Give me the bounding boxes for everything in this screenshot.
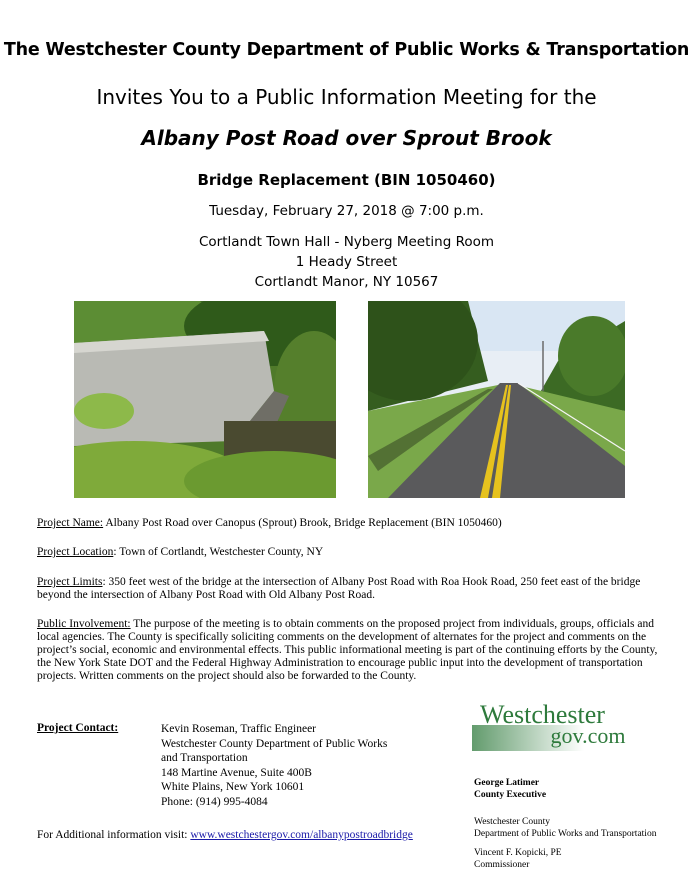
venue-line: 1 Heady Street (295, 254, 398, 270)
contact-address: White Plains, New York 10601 (161, 781, 305, 794)
project-limits (37, 576, 659, 602)
bridge-photo (74, 301, 336, 498)
organization-heading: The Westchester County Department of Public Works & Transportation (3, 40, 690, 60)
commissioner-title: Commissioner (474, 859, 530, 870)
executive-name: George Latimer (474, 778, 540, 788)
project-location-label: Project Location (37, 546, 114, 558)
contact-dept: and Transportation (161, 752, 248, 765)
project-limits-label: Project Limits (37, 576, 103, 588)
project-location (37, 546, 659, 559)
project-subtitle: Bridge Replacement (BIN 1050460) (197, 171, 496, 189)
venue-line: Cortlandt Town Hall - Nyberg Meeting Room (198, 234, 495, 250)
additional-info (37, 829, 413, 841)
signoff-department (474, 817, 656, 840)
public-involvement (37, 618, 659, 683)
additional-info-text: For Additional information visit: (37, 829, 191, 841)
commissioner-name: Vincent F. Kopicki, PE (474, 848, 562, 858)
project-url-link[interactable]: www.westchestergov.com/albanypostroadbridge (190, 829, 413, 841)
contact-phone: Phone: (914) 995-4084 (161, 795, 268, 808)
public-involvement-text: The purpose of the meeting is to obtain comments on the proposed project from individuals, groups, officials and local agencies. The County is specifically soliciting comments on the development of alternates for the project and comments on the project’s social, economic and environmental effects. This public informational meeting is part of the continuing efforts by the County, the New York State DOT and the Federal Highway Administration to encourage public input into the development of transportation projects. Written comments on the project should also be forwarded to the County. (37, 618, 658, 682)
venue-line: Cortlandt Manor, NY 10567 (254, 274, 439, 290)
meeting-datetime: Tuesday, February 27, 2018 @ 7:00 p.m. (209, 203, 484, 219)
logo-text-line2: gov.com (550, 723, 626, 748)
project-name-value: Albany Post Road over Canopus (Sprout) Brook, Bridge Replacement (BIN 1050460) (103, 517, 502, 529)
county-executive (474, 778, 546, 801)
contact-name: Kevin Roseman, Traffic Engineer (161, 723, 317, 735)
meeting-venue (0, 232, 693, 292)
invitation-line: Invites You to a Public Information Meeting for the (96, 85, 597, 109)
project-name-label: Project Name: (37, 517, 104, 529)
signoff-dept-line: Department of Public Works and Transportation (474, 828, 657, 839)
executive-title: County Executive (474, 789, 547, 800)
project-name (37, 517, 659, 530)
contact-dept: Westchester County Department of Public Works (161, 737, 388, 750)
signoff-dept-line: Westchester County (474, 817, 551, 827)
project-location-value: : Town of Cortlandt, Westchester County, NY (113, 546, 324, 558)
project-contact-block (161, 722, 387, 810)
project-title: Albany Post Road over Sprout Brook (141, 126, 552, 150)
road-photo (368, 301, 625, 498)
project-limits-value: : 350 feet west of the bridge at the intersection of Albany Post Road with Roa Hook Road, 250 feet east of the bridge beyond the intersection of Albany Post Road with Old Albany Post Road. (37, 576, 641, 601)
westchester-logo (472, 699, 632, 753)
commissioner (474, 848, 562, 871)
logo-text-line1: Westchester (480, 700, 605, 729)
project-contact-label: Project Contact: (37, 722, 119, 734)
contact-address: 148 Martine Avenue, Suite 400B (161, 766, 312, 779)
public-involvement-label: Public Involvement: (37, 618, 131, 630)
